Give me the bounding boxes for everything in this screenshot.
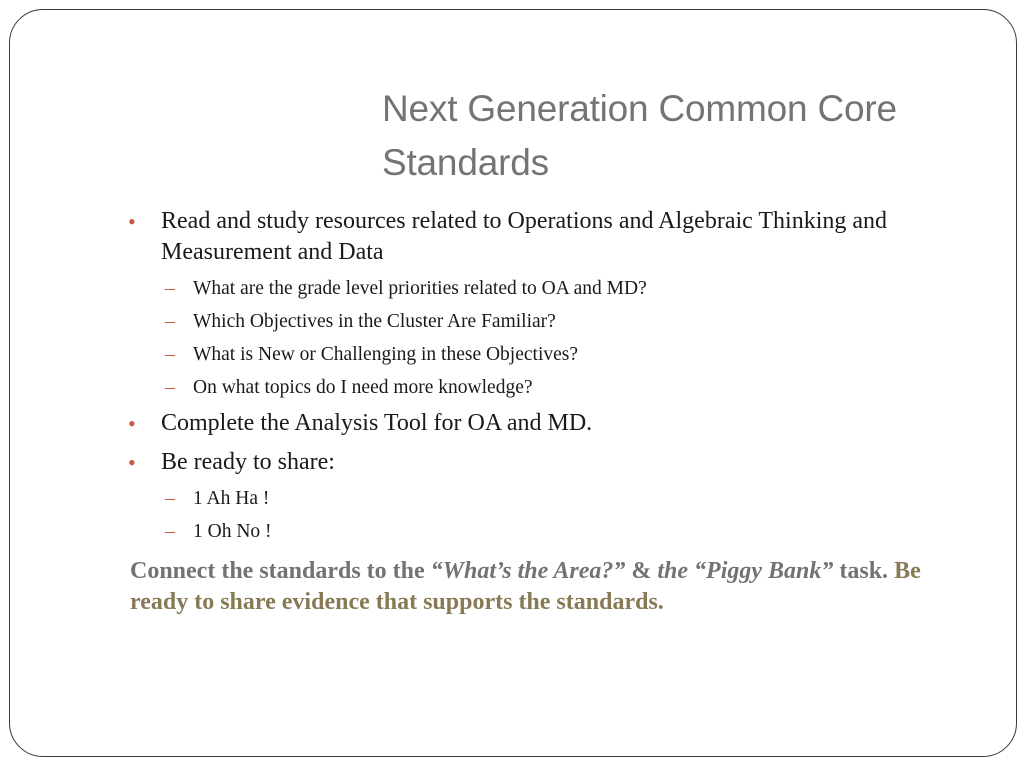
sub-bullet-text: 1 Oh No ! <box>193 521 272 542</box>
bullet-text: Complete the Analysis Tool for OA and MD. <box>161 410 593 436</box>
sub-bullet-text: Which Objectives in the Cluster Are Familiar? <box>193 311 556 332</box>
sub-bullet-item <box>122 375 962 400</box>
bullet-text: Read and study resources related to Operations and Algebraic Thinking and Measurement and Data <box>161 208 888 265</box>
dash-icon: – <box>165 377 175 398</box>
sub-bullet-item <box>122 519 962 544</box>
bullet-item <box>122 408 962 439</box>
closing-emphasis: Be ready to share evidence that supports the standards. <box>130 558 921 615</box>
dash-icon: – <box>165 488 175 509</box>
sub-bullet-item <box>122 309 962 334</box>
closing-task-name: the “Piggy Bank” <box>657 558 834 584</box>
bullet-item <box>122 447 962 478</box>
closing-task-name: “What’s the Area?” <box>430 558 626 584</box>
sub-bullet-text: 1 Ah Ha ! <box>193 488 270 509</box>
sub-bullet-text: On what topics do I need more knowledge? <box>193 377 533 398</box>
bullet-icon: • <box>128 411 136 436</box>
sub-bullet-item <box>122 342 962 367</box>
closing-text: task. <box>833 558 895 584</box>
slide-body <box>122 206 962 618</box>
slide-frame <box>9 9 1017 757</box>
dash-icon: – <box>165 278 175 299</box>
closing-text: Connect the standards to the <box>130 558 431 584</box>
dash-icon: – <box>165 311 175 332</box>
sub-bullet-text: What is New or Challenging in these Objectives? <box>193 344 579 365</box>
sub-bullet-text: What are the grade level priorities related to OA and MD? <box>193 278 647 299</box>
closing-text: & <box>625 558 658 584</box>
closing-paragraph <box>122 556 962 618</box>
bullet-icon: • <box>128 450 136 475</box>
bullet-icon: • <box>128 209 136 234</box>
bullet-text: Be ready to share: <box>161 449 335 475</box>
slide-title: Next Generation Common Core Standards <box>382 88 897 183</box>
dash-icon: – <box>165 344 175 365</box>
sub-bullet-item <box>122 486 962 511</box>
dash-icon: – <box>165 521 175 542</box>
bullet-item <box>122 206 962 268</box>
sub-bullet-item <box>122 276 962 301</box>
